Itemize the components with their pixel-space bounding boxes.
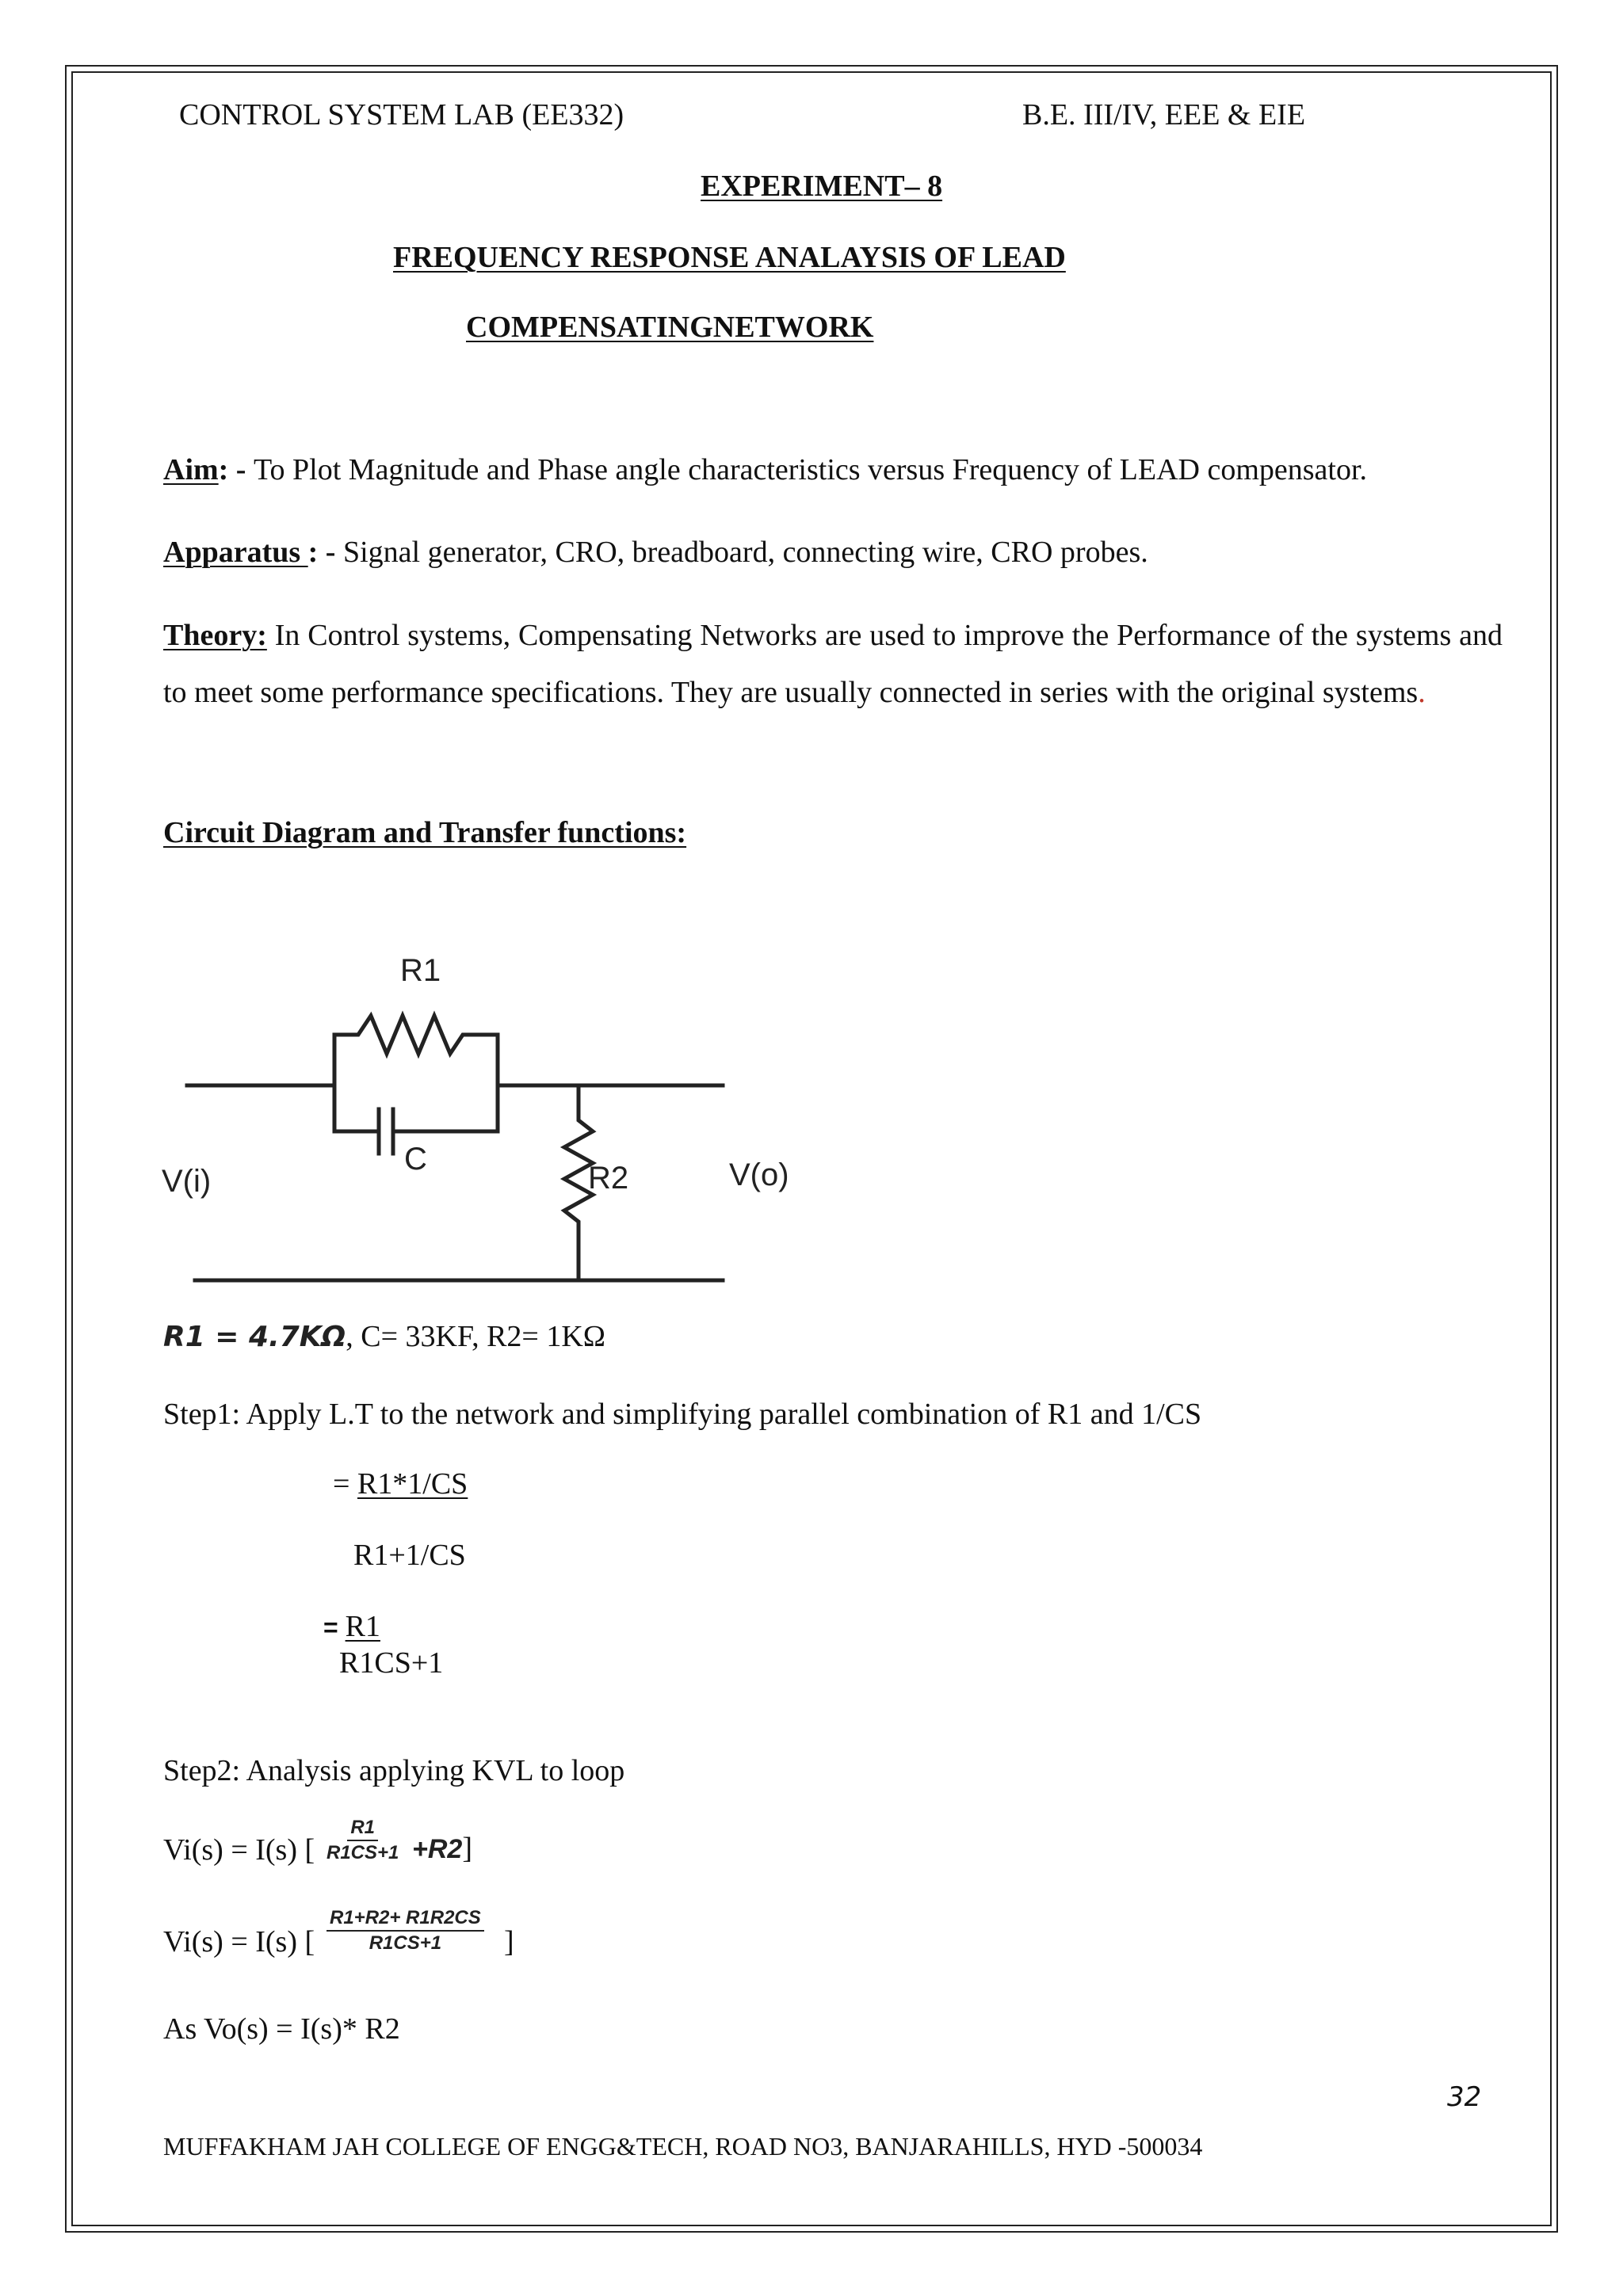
theory-label: Theory:	[163, 619, 267, 652]
step2-eq2-fraction	[327, 1908, 484, 1954]
apparatus-label: Apparatus	[163, 536, 308, 569]
header-right: B.E. III/IV, EEE & EIE	[1022, 98, 1306, 132]
aim-separator: : -	[218, 453, 254, 486]
step1-eq1-prefix: =	[333, 1467, 357, 1501]
step2-eq3: As Vo(s) = I(s)* R2	[163, 2012, 400, 2046]
step1-eq2-numerator-line	[323, 1608, 380, 1646]
theory-text: In Control systems, Compensating Networks are used to improve the Performance of the systems and to meet some performance specifications. They are usually connected in series with the original systems	[163, 619, 1503, 709]
apparatus-text: Signal generator, CRO, breadboard, connecting wire, CRO probes.	[342, 536, 1148, 569]
step2-eq1-prefix: Vi(s) = I(s) [	[163, 1833, 315, 1867]
label-vo: V(o)	[729, 1158, 789, 1192]
step2-eq1-numerator: R1	[347, 1817, 378, 1841]
step2-text: Step2: Analysis applying KVL to loop	[163, 1754, 625, 1787]
aim-text: To Plot Magnitude and Phase angle characteristics versus Frequency of LEAD compensator.	[253, 453, 1368, 486]
step1-eq1-numerator: R1*1/CS	[357, 1467, 468, 1501]
label-c: C	[404, 1142, 427, 1177]
footer-text: MUFFAKHAM JAH COLLEGE OF ENGG&TECH, ROAD NO3, BANJARAHILLS, HYD -500034	[163, 2132, 1203, 2161]
label-vi: V(i)	[162, 1164, 212, 1199]
step1-eq2-numerator: R1	[345, 1610, 380, 1643]
label-r1: R1	[400, 953, 441, 988]
component-values	[163, 1318, 605, 1356]
step2-eq1-denominator: R1CS+1	[327, 1842, 399, 1863]
r1-formula: R1 = 4.7KΩ	[163, 1321, 346, 1353]
step2-eq1-tail	[412, 1830, 472, 1867]
step1-eq1-numerator-line	[333, 1466, 468, 1502]
step2-eq1-fraction	[327, 1817, 399, 1863]
page-number: 32	[1447, 2081, 1482, 2113]
experiment-title: EXPERIMENT– 8	[701, 170, 943, 203]
title-line-2: COMPENSATINGNETWORK	[466, 311, 874, 344]
other-values: , C= 33KF, R2= 1KΩ	[346, 1320, 606, 1353]
step2-eq1-close: ]	[462, 1832, 472, 1865]
step1-eq2-prefix: =	[323, 1613, 346, 1642]
title-line-1: FREQUENCY RESPONSE ANALAYSIS OF LEAD	[393, 241, 1066, 274]
theory-end-dot: .	[1418, 676, 1426, 709]
circuit-heading: Circuit Diagram and Transfer functions:	[163, 816, 687, 849]
step1-eq2-denominator: R1CS+1	[339, 1646, 444, 1680]
label-r2: R2	[588, 1161, 629, 1196]
step2-eq1-plus-r2: +R2	[412, 1834, 463, 1864]
step2-eq2-close: ]	[504, 1925, 514, 1958]
header-left: CONTROL SYSTEM LAB (EE332)	[179, 98, 624, 132]
step2-eq2-denominator: R1CS+1	[369, 1932, 442, 1954]
apparatus-separator: : -	[307, 536, 343, 569]
step1-text: Step1: Apply L.T to the network and simplifying parallel combination of R1 and 1/CS	[163, 1398, 1202, 1431]
step1-eq1-denominator: R1+1/CS	[353, 1539, 466, 1572]
step2-eq2-numerator: R1+R2+ R1R2CS	[327, 1908, 484, 1932]
step2-eq2-prefix: Vi(s) = I(s) [	[163, 1925, 315, 1958]
aim-label: Aim	[163, 453, 219, 486]
